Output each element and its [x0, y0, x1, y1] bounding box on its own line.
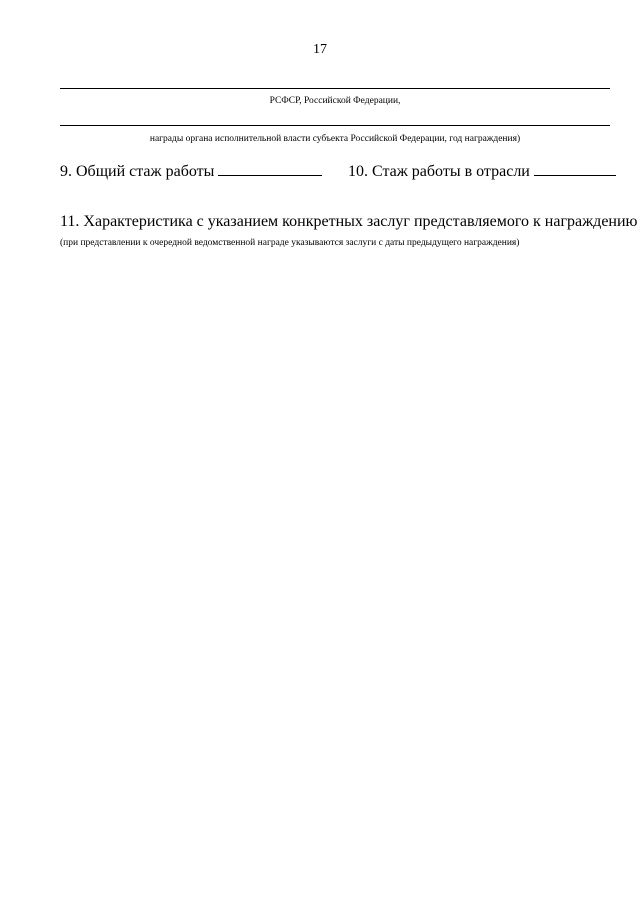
section-11-note: (при представлении к очередной ведомственной награде указываются заслуги с даты предыдущего награждения) — [60, 238, 520, 248]
total-experience-field — [60, 161, 322, 181]
line-caption: РСФСР, Российской Федерации, — [269, 96, 401, 106]
industry-experience-label: 10. Стаж работы в отрасли — [348, 163, 530, 180]
fill-in-line — [60, 125, 610, 126]
section-11-title: 11. Характеристика с указанием конкретных заслуг представляемого к награждению — [60, 213, 638, 230]
industry-experience-blank — [534, 161, 616, 176]
page-number: 17 — [313, 42, 327, 57]
total-experience-blank — [218, 161, 322, 176]
line-caption: награды органа исполнительной власти субъекта Российской Федерации, год награждения) — [149, 134, 521, 144]
total-experience-label: 9. Общий стаж работы — [60, 163, 215, 180]
fill-in-line — [60, 88, 610, 89]
industry-experience-field — [348, 161, 616, 181]
